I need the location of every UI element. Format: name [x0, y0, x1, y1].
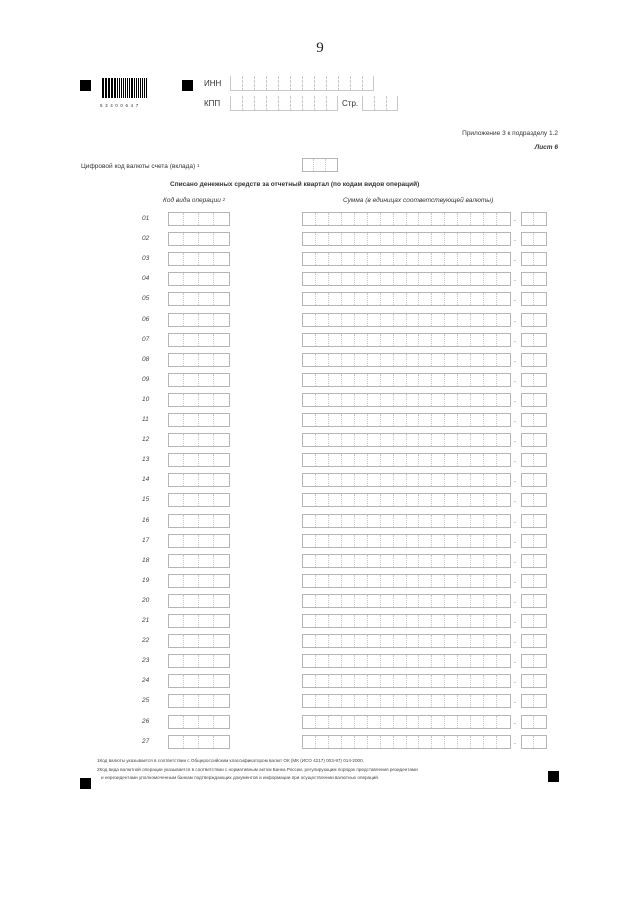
- sum-decimal-field[interactable]: [521, 212, 547, 226]
- decimal-separator: .: [514, 477, 516, 484]
- decimal-separator: .: [514, 296, 516, 303]
- operation-code-field[interactable]: [168, 252, 230, 266]
- row-code-label: 21: [142, 617, 150, 624]
- operation-code-field[interactable]: [168, 554, 230, 568]
- barcode: [102, 78, 148, 104]
- barcode-bar: [112, 78, 113, 98]
- sum-decimal-field[interactable]: [521, 514, 547, 528]
- row-code-label: 13: [142, 456, 150, 463]
- appendix-ref: Приложение 3 к подразделу 1.2: [462, 130, 558, 137]
- kpp-field[interactable]: [230, 96, 338, 111]
- operation-code-field[interactable]: [168, 393, 230, 407]
- sum-integer-field[interactable]: [302, 735, 511, 749]
- sum-integer-field[interactable]: [302, 453, 511, 467]
- sum-decimal-field[interactable]: [521, 493, 547, 507]
- operation-code-field[interactable]: [168, 654, 230, 668]
- operation-code-field[interactable]: [168, 313, 230, 327]
- operation-code-field[interactable]: [168, 212, 230, 226]
- decimal-separator: .: [514, 678, 516, 685]
- char-cell[interactable]: [362, 76, 374, 91]
- row-code-label: 11: [142, 416, 149, 423]
- operation-code-field[interactable]: [168, 614, 230, 628]
- row-code-label: 09: [142, 376, 150, 383]
- operation-code-field[interactable]: [168, 353, 230, 367]
- operation-code-field[interactable]: [168, 735, 230, 749]
- row-code-label: 05: [142, 295, 150, 302]
- decimal-separator: .: [514, 417, 516, 424]
- row-code-label: 17: [142, 537, 150, 544]
- decimal-separator: .: [514, 377, 516, 384]
- char-cell[interactable]: [230, 76, 242, 91]
- barcode-bar: [105, 78, 106, 98]
- sum-integer-field[interactable]: [302, 333, 511, 347]
- sum-integer-field[interactable]: [302, 393, 511, 407]
- char-cell[interactable]: [362, 96, 374, 111]
- decimal-separator: .: [514, 739, 516, 746]
- char-cell[interactable]: [254, 96, 266, 111]
- sum-integer-field[interactable]: [302, 674, 511, 688]
- decimal-separator: .: [514, 337, 516, 344]
- decimal-separator: .: [514, 216, 516, 223]
- sum-integer-field[interactable]: [302, 634, 511, 648]
- page-field[interactable]: [362, 96, 398, 111]
- char-cell[interactable]: [290, 96, 302, 111]
- inn-field[interactable]: [230, 76, 374, 91]
- barcode-bar: [117, 78, 118, 98]
- barcode-bar: [106, 78, 107, 98]
- row-code-label: 02: [142, 235, 150, 242]
- kpp-label: КПП: [204, 99, 221, 108]
- barcode-bar: [119, 78, 120, 98]
- operation-code-field[interactable]: [168, 674, 230, 688]
- char-cell[interactable]: [314, 96, 326, 111]
- barcode-bar: [144, 78, 146, 98]
- sum-decimal-field[interactable]: [521, 735, 547, 749]
- row-code-label: 04: [142, 275, 150, 282]
- barcode-bar: [136, 78, 137, 98]
- sum-decimal-field[interactable]: [521, 614, 547, 628]
- decimal-separator: .: [514, 357, 516, 364]
- decimal-separator: .: [514, 558, 516, 565]
- decimal-separator: .: [514, 638, 516, 645]
- barcode-number: 53400647: [100, 103, 141, 108]
- decimal-separator: .: [514, 538, 516, 545]
- sum-decimal-field[interactable]: [521, 694, 547, 708]
- corner-marker-bottom-left: [80, 778, 91, 789]
- inn-label: ИНН: [204, 79, 222, 88]
- decimal-separator: .: [514, 317, 516, 324]
- row-code-label: 01: [142, 215, 150, 222]
- sum-integer-field[interactable]: [302, 212, 511, 226]
- decimal-separator: .: [514, 658, 516, 665]
- page-label: Стр.: [342, 99, 359, 108]
- sum-integer-field[interactable]: [302, 313, 511, 327]
- barcode-bar: [111, 78, 112, 98]
- sum-integer-field[interactable]: [302, 353, 511, 367]
- operation-code-field[interactable]: [168, 232, 230, 246]
- barcode-bar: [108, 78, 110, 98]
- char-cell[interactable]: [278, 96, 290, 111]
- barcode-bar: [138, 78, 140, 98]
- sum-integer-field[interactable]: [302, 534, 511, 548]
- sum-decimal-field[interactable]: [521, 232, 547, 246]
- char-cell[interactable]: [290, 76, 302, 91]
- row-code-label: 15: [142, 496, 150, 503]
- char-cell[interactable]: [302, 96, 314, 111]
- sum-decimal-field[interactable]: [521, 473, 547, 487]
- sum-decimal-field[interactable]: [521, 433, 547, 447]
- decimal-separator: .: [514, 618, 516, 625]
- operation-code-field[interactable]: [168, 272, 230, 286]
- corner-marker-bottom-right: [548, 771, 559, 782]
- decimal-separator: .: [514, 397, 516, 404]
- sum-integer-field[interactable]: [302, 594, 511, 608]
- operation-code-field[interactable]: [168, 413, 230, 427]
- char-cell[interactable]: [302, 76, 314, 91]
- decimal-separator: .: [514, 457, 516, 464]
- sheet-label: Лист 6: [534, 144, 558, 151]
- sum-decimal-field[interactable]: [521, 272, 547, 286]
- sum-integer-field[interactable]: [302, 252, 511, 266]
- barcode-bar: [114, 78, 116, 98]
- barcode-bar: [140, 78, 141, 98]
- operation-code-field[interactable]: [168, 694, 230, 708]
- sum-decimal-field[interactable]: [521, 393, 547, 407]
- corner-marker-top-left: [80, 80, 91, 91]
- sum-decimal-field[interactable]: [521, 654, 547, 668]
- char-cell[interactable]: [254, 76, 266, 91]
- sum-decimal-field[interactable]: [521, 674, 547, 688]
- barcode-bar: [127, 78, 129, 98]
- sum-decimal-field[interactable]: [521, 534, 547, 548]
- row-code-label: 23: [142, 657, 150, 664]
- barcode-bar: [134, 78, 135, 98]
- sum-column-header: Сумма (в единицах соответствующей валюты): [343, 197, 494, 204]
- row-code-label: 26: [142, 718, 150, 725]
- code-column-header: Код вида операции $^2$: [163, 197, 226, 204]
- sum-integer-field[interactable]: [302, 574, 511, 588]
- barcode-bar: [121, 78, 123, 98]
- operation-code-field[interactable]: [168, 433, 230, 447]
- sum-integer-field[interactable]: [302, 554, 511, 568]
- operation-code-field[interactable]: [168, 473, 230, 487]
- sum-decimal-field[interactable]: [521, 554, 547, 568]
- char-cell[interactable]: [326, 76, 338, 91]
- sum-decimal-field[interactable]: [521, 574, 547, 588]
- char-cell[interactable]: [386, 96, 398, 111]
- sum-integer-field[interactable]: [302, 413, 511, 427]
- char-cell[interactable]: [230, 96, 242, 111]
- sum-decimal-field[interactable]: [521, 333, 547, 347]
- sum-decimal-field[interactable]: [521, 634, 547, 648]
- char-cell[interactable]: [314, 76, 326, 91]
- barcode-bar: [146, 78, 147, 98]
- operation-code-field[interactable]: [168, 715, 230, 729]
- sum-decimal-field[interactable]: [521, 373, 547, 387]
- page-number: 9: [316, 40, 324, 56]
- decimal-separator: .: [514, 437, 516, 444]
- decimal-separator: .: [514, 578, 516, 585]
- row-code-label: 08: [142, 356, 150, 363]
- operation-code-field[interactable]: [168, 333, 230, 347]
- decimal-separator: .: [514, 719, 516, 726]
- char-cell[interactable]: [326, 96, 338, 111]
- decimal-separator: .: [514, 598, 516, 605]
- row-code-label: 22: [142, 637, 150, 644]
- sum-integer-field[interactable]: [302, 715, 511, 729]
- operation-code-field[interactable]: [168, 594, 230, 608]
- decimal-separator: .: [514, 518, 516, 525]
- sum-integer-field[interactable]: [302, 694, 511, 708]
- char-cell[interactable]: [338, 76, 350, 91]
- row-code-label: 12: [142, 436, 150, 443]
- row-code-label: 07: [142, 336, 150, 343]
- row-code-label: 10: [142, 396, 150, 403]
- row-code-label: 16: [142, 517, 150, 524]
- row-code-label: 14: [142, 476, 150, 483]
- decimal-separator: .: [514, 236, 516, 243]
- char-cell[interactable]: [374, 96, 386, 111]
- char-cell[interactable]: [278, 76, 290, 91]
- sum-integer-field[interactable]: [302, 493, 511, 507]
- sum-integer-field[interactable]: [302, 654, 511, 668]
- decimal-separator: .: [514, 256, 516, 263]
- operation-code-field[interactable]: [168, 634, 230, 648]
- sum-decimal-field[interactable]: [521, 715, 547, 729]
- decimal-separator: .: [514, 276, 516, 283]
- row-code-label: 24: [142, 677, 150, 684]
- sum-integer-field[interactable]: [302, 614, 511, 628]
- sum-decimal-field[interactable]: [521, 353, 547, 367]
- sum-decimal-field[interactable]: [521, 252, 547, 266]
- char-cell[interactable]: [266, 76, 278, 91]
- sum-decimal-field[interactable]: [521, 292, 547, 306]
- char-cell[interactable]: [266, 96, 278, 111]
- sum-integer-field[interactable]: [302, 272, 511, 286]
- sum-integer-field[interactable]: [302, 433, 511, 447]
- sum-integer-field[interactable]: [302, 373, 511, 387]
- sum-decimal-field[interactable]: [521, 594, 547, 608]
- row-code-label: 06: [142, 316, 150, 323]
- currency-code-label: Цифровой код валюты счета (вклада) $^1$: [81, 163, 200, 170]
- operation-code-field[interactable]: [168, 514, 230, 528]
- barcode-bar: [142, 78, 143, 98]
- decimal-separator: .: [514, 497, 516, 504]
- row-code-label: 27: [142, 738, 150, 745]
- operation-code-field[interactable]: [168, 534, 230, 548]
- footnote-1: 1Код валюты указывается в соответствии с Общероссийским классификатором валют ОК (МК (ИСО 4217) 003-97) 014-2000.: [97, 758, 364, 763]
- sum-decimal-field[interactable]: [521, 313, 547, 327]
- decimal-separator: .: [514, 698, 516, 705]
- operation-code-field[interactable]: [168, 292, 230, 306]
- operation-code-field[interactable]: [168, 453, 230, 467]
- sum-decimal-field[interactable]: [521, 413, 547, 427]
- barcode-bar: [123, 78, 124, 98]
- char-cell[interactable]: [242, 96, 254, 111]
- corner-marker-header: [182, 80, 193, 91]
- char-cell[interactable]: [242, 76, 254, 91]
- footnote-2: 2Код вида валютной операции указывается в соответствии с нормативным актом Банка России, регулирующим порядок представления резидентами: [97, 767, 418, 772]
- row-code-label: 25: [142, 697, 150, 704]
- table-title: Списано денежных средств за отчетный квартал (по кодам видов операций): [170, 181, 420, 188]
- operation-code-field[interactable]: [168, 493, 230, 507]
- row-code-label: 18: [142, 557, 150, 564]
- barcode-bar: [102, 78, 104, 98]
- sum-decimal-field[interactable]: [521, 453, 547, 467]
- sum-integer-field[interactable]: [302, 292, 511, 306]
- barcode-bar: [131, 78, 133, 98]
- sum-integer-field[interactable]: [302, 473, 511, 487]
- barcode-bar: [129, 78, 130, 98]
- operation-code-field[interactable]: [168, 574, 230, 588]
- row-code-label: 19: [142, 577, 150, 584]
- row-code-label: 20: [142, 597, 150, 604]
- row-code-label: 03: [142, 255, 150, 262]
- barcode-bar: [125, 78, 126, 98]
- char-cell[interactable]: [350, 76, 362, 91]
- footnote-2-cont: и нерезидентами уполномоченным банкам подтверждающих документов и информации при осуществлении валютных операций.: [101, 775, 380, 780]
- sum-integer-field[interactable]: [302, 232, 511, 246]
- operation-code-field[interactable]: [168, 373, 230, 387]
- sum-integer-field[interactable]: [302, 514, 511, 528]
- currency-code-field[interactable]: [302, 158, 338, 172]
